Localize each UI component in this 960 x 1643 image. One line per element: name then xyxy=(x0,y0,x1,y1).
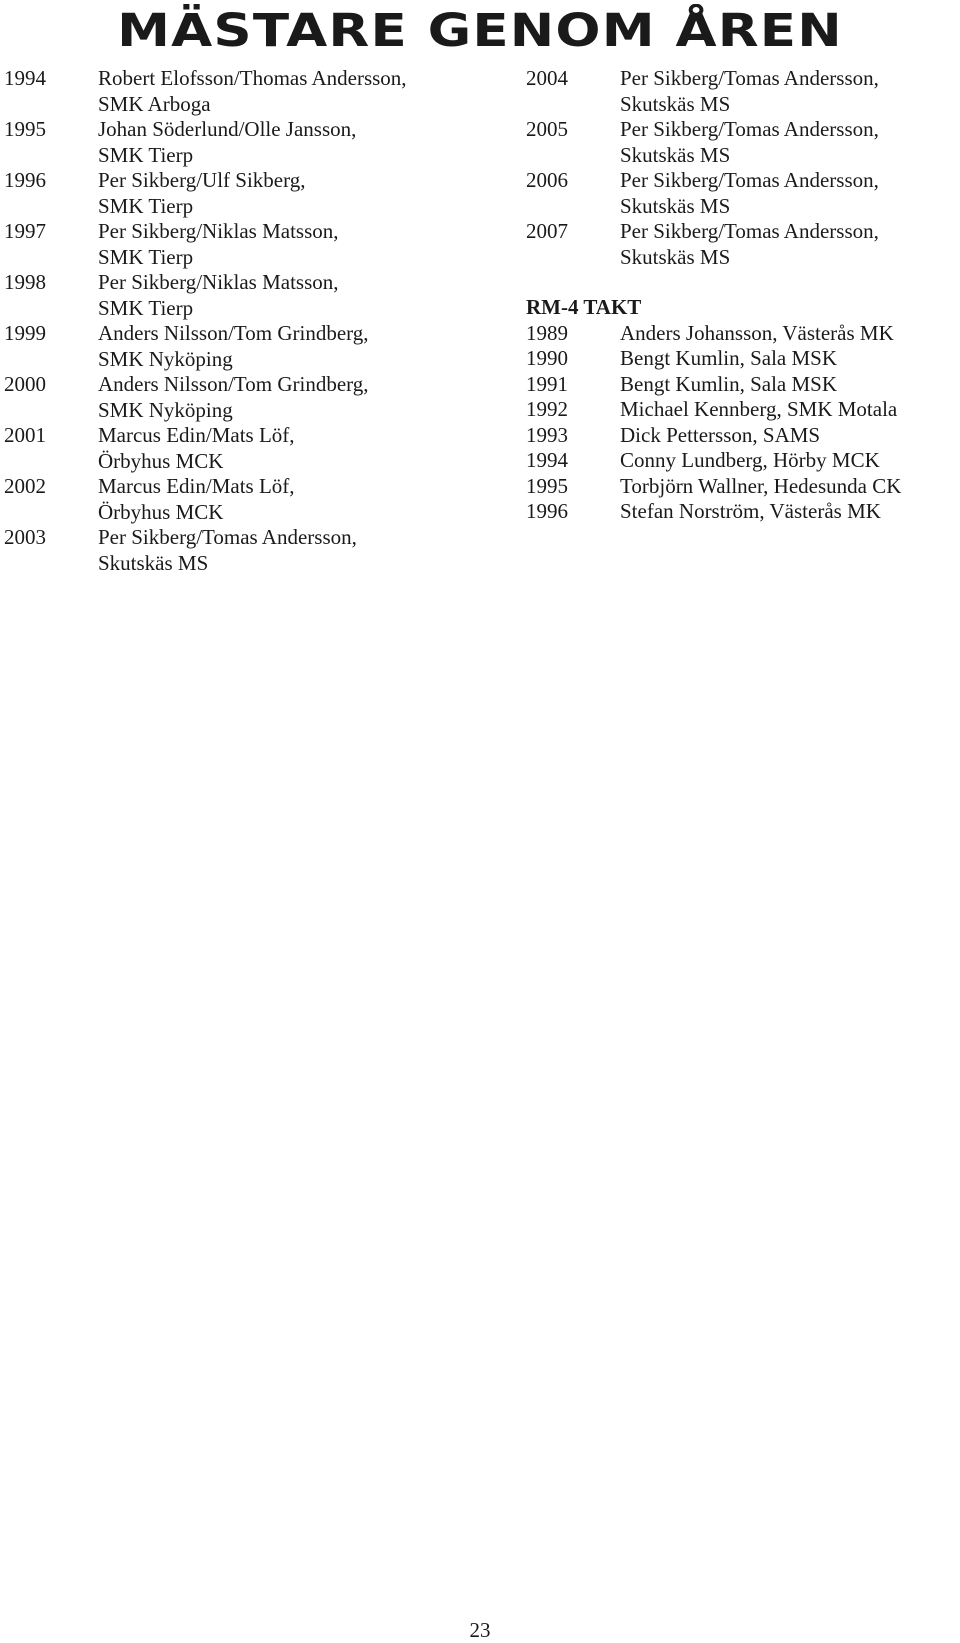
entry-riders: Per Sikberg/Tomas Andersson, xyxy=(620,66,879,90)
entry-names xyxy=(620,168,956,219)
entry-year: 2004 xyxy=(526,66,568,90)
entry-club: SMK Tierp xyxy=(98,244,194,269)
rm4-entry xyxy=(526,321,956,347)
entry-riders: Per Sikberg/Niklas Matsson, xyxy=(98,219,339,243)
entry-club: Skutskäs MS xyxy=(620,142,731,167)
entry-year: 1994 xyxy=(4,66,46,90)
entry-riders: Marcus Edin/Mats Löf, xyxy=(98,474,295,498)
entry-name: Anders Johansson, Västerås MK xyxy=(620,320,894,345)
rm4-entry xyxy=(526,448,956,474)
champion-entry xyxy=(526,66,956,117)
champion-entry xyxy=(4,474,504,525)
entry-riders: Per Sikberg/Tomas Andersson, xyxy=(620,219,879,243)
entry-year: 2002 xyxy=(4,474,46,498)
champion-entry xyxy=(526,219,956,270)
entry-club: SMK Tierp xyxy=(98,295,194,320)
entry-names xyxy=(98,474,504,525)
entry-riders: Per Sikberg/Tomas Andersson, xyxy=(620,117,879,141)
entry-names xyxy=(98,372,504,423)
entry-riders: Marcus Edin/Mats Löf, xyxy=(98,423,295,447)
entry-names xyxy=(98,270,504,321)
entry-club: Skutskäs MS xyxy=(620,193,731,218)
entry-year: 1991 xyxy=(526,371,568,396)
entry-name: Torbjörn Wallner, Hedesunda CK xyxy=(620,473,902,498)
entry-year: 1989 xyxy=(526,320,568,345)
entry-year: 1999 xyxy=(4,321,46,345)
entry-year: 1995 xyxy=(4,117,46,141)
entry-year: 2003 xyxy=(4,525,46,549)
entry-club: Skutskäs MS xyxy=(620,91,731,116)
champion-entry xyxy=(4,423,504,474)
entry-year: 1994 xyxy=(526,448,568,472)
page-number: 23 xyxy=(469,1618,491,1642)
rm4-entry xyxy=(526,397,956,423)
entry-names xyxy=(98,117,504,168)
entry-names xyxy=(98,321,504,372)
entry-riders: Per Sikberg/Tomas Andersson, xyxy=(620,168,879,192)
champion-entry xyxy=(4,372,504,423)
entry-name: Bengt Kumlin, Sala MSK xyxy=(620,346,838,370)
entry-year: 2006 xyxy=(526,168,568,192)
entry-club: SMK Nyköping xyxy=(98,346,233,371)
entry-club: SMK Nyköping xyxy=(98,397,233,422)
entry-names xyxy=(98,168,504,219)
entry-names xyxy=(620,219,956,270)
rm4-entry xyxy=(526,372,956,398)
entry-names xyxy=(98,525,504,576)
champion-entry xyxy=(4,66,504,117)
champion-entry xyxy=(4,270,504,321)
entry-year: 1996 xyxy=(4,168,46,192)
entry-names xyxy=(98,423,504,474)
champion-entry xyxy=(4,219,504,270)
entry-year: 2000 xyxy=(4,372,46,396)
entry-year: 2005 xyxy=(526,117,568,141)
entry-riders: Anders Nilsson/Tom Grindberg, xyxy=(98,372,369,396)
entry-club: SMK Tierp xyxy=(98,193,194,218)
champions-list-left xyxy=(4,66,504,576)
entry-year: 2007 xyxy=(526,219,568,243)
champion-entry xyxy=(526,117,956,168)
rm4-section-heading: RM-4 TAKT xyxy=(526,295,642,319)
entry-names xyxy=(98,219,504,270)
entry-name: Michael Kennberg, SMK Motala xyxy=(620,397,898,421)
entry-names xyxy=(98,66,504,117)
entry-riders: Per Sikberg/Niklas Matsson, xyxy=(98,270,339,294)
champion-entry xyxy=(4,168,504,219)
entry-year: 1996 xyxy=(526,499,568,523)
entry-year: 1998 xyxy=(4,270,46,294)
entry-club: Skutskäs MS xyxy=(98,550,209,575)
entry-club: Skutskäs MS xyxy=(620,244,731,269)
entry-riders: Anders Nilsson/Tom Grindberg, xyxy=(98,321,369,345)
rm4-entry xyxy=(526,346,956,372)
entry-names xyxy=(620,66,956,117)
entry-club: SMK Arboga xyxy=(98,91,211,116)
entry-club: Örbyhus MCK xyxy=(98,499,224,524)
entry-riders: Per Sikberg/Ulf Sikberg, xyxy=(98,168,306,192)
entry-name: Dick Pettersson, SAMS xyxy=(620,422,821,447)
entry-riders: Johan Söderlund/Olle Jansson, xyxy=(98,117,357,141)
entry-year: 1990 xyxy=(526,346,568,370)
entry-year: 1993 xyxy=(526,422,568,447)
champion-entry xyxy=(4,525,504,576)
rm4-entry xyxy=(526,499,956,525)
entry-names xyxy=(620,117,956,168)
entry-name: Stefan Norström, Västerås MK xyxy=(620,499,881,523)
entry-name: Bengt Kumlin, Sala MSK xyxy=(620,371,838,396)
champion-entry xyxy=(4,321,504,372)
champion-entry xyxy=(4,117,504,168)
entry-name: Conny Lundberg, Hörby MCK xyxy=(620,448,880,472)
entry-club: SMK Tierp xyxy=(98,142,194,167)
champion-entry xyxy=(526,168,956,219)
entry-year: 1997 xyxy=(4,219,46,243)
rm4-entry xyxy=(526,474,956,500)
rm4-entry xyxy=(526,423,956,449)
page-title: MÄSTARE GENOM ÅREN xyxy=(117,4,843,57)
entry-club: Örbyhus MCK xyxy=(98,448,224,473)
champions-list-right xyxy=(526,66,956,525)
entry-riders: Per Sikberg/Tomas Andersson, xyxy=(98,525,357,549)
entry-riders: Robert Elofsson/Thomas Andersson, xyxy=(98,66,407,90)
entry-year: 1992 xyxy=(526,397,568,421)
entry-year: 1995 xyxy=(526,473,568,498)
entry-year: 2001 xyxy=(4,423,46,447)
